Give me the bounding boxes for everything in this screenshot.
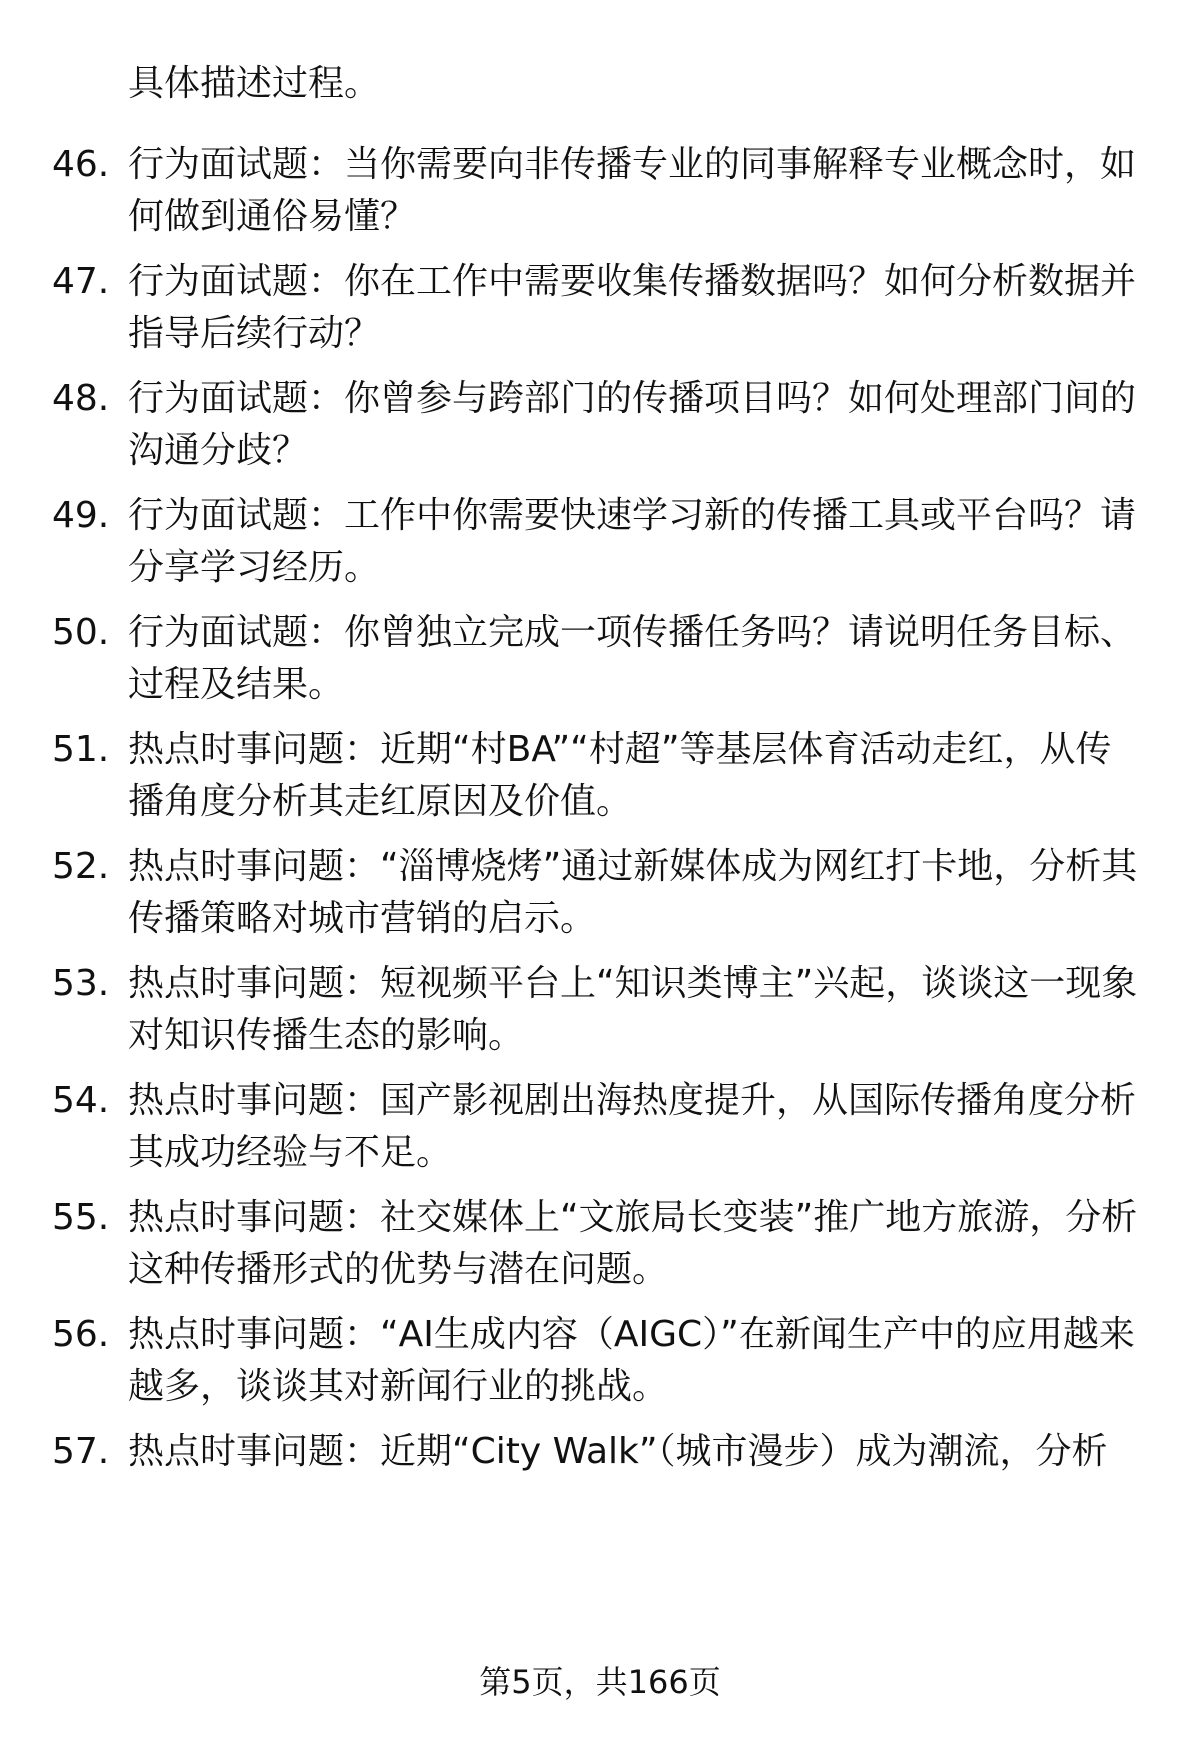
page-footer: 第5页，共166页 [479,1663,721,1701]
question-text: 热点时事问题：短视频平台上“知识类博主”兴起，谈谈这一现象对知识传播生态的影响。 [128,963,1138,1056]
question-item [0,1426,1200,1543]
question-text: 热点时事问题：“淄博烧烤”通过新媒体成为网红打卡地，分析其传播策略对城市营销的启示。 [128,846,1138,939]
question-text: 热点时事问题：社交媒体上“文旅局长变装”推广地方旅游，分析这种传播形式的优势与潜在问题。 [128,1197,1138,1290]
question-number: 55. [52,1197,110,1238]
question-number: 48. [52,378,110,419]
question-number: 54. [52,1080,110,1121]
question-text: 热点时事问题：“AI生成内容（AIGC）”在新闻生产中的应用越来越多，谈谈其对新闻行业的挑战。 [128,1314,1135,1407]
question-text: 行为面试题：工作中你需要快速学习新的传播工具或平台吗？请分享学习经历。 [128,495,1137,588]
question-item [0,1309,1200,1426]
question-item [0,1192,1200,1309]
question-text: 热点时事问题：国产影视剧出海热度提升，从国际传播角度分析其成功经验与不足。 [128,1080,1137,1173]
question-item [0,490,1200,607]
question-item [0,139,1200,256]
question-number: 52. [52,846,110,887]
question-number: 46. [52,144,110,185]
question-item [0,256,1200,373]
question-item [0,958,1200,1075]
question-number: 47. [52,261,110,302]
question-number: 51. [52,729,110,770]
question-number: 49. [52,495,110,536]
question-number: 56. [52,1314,110,1355]
question-item [0,841,1200,958]
question-number: 53. [52,963,110,1004]
question-number: 57. [52,1431,110,1472]
continued-paragraph: 具体描述过程。 [128,63,381,104]
question-text: 热点时事问题：近期“村BA”“村超”等基层体育活动走红，从传播角度分析其走红原因及价值。 [128,729,1112,822]
question-number: 50. [52,612,110,653]
question-text: 热点时事问题：近期“City Walk”（城市漫步）成为潮流，分析 [128,1431,1108,1472]
question-list [0,139,1200,1543]
question-text: 行为面试题：当你需要向非传播专业的同事解释专业概念时，如何做到通俗易懂？ [128,144,1137,237]
question-text: 行为面试题：你曾参与跨部门的传播项目吗？如何处理部门间的沟通分歧？ [128,378,1137,471]
question-item [0,373,1200,490]
question-item [0,1075,1200,1192]
question-item [0,724,1200,841]
question-item [0,607,1200,724]
question-text: 行为面试题：你曾独立完成一项传播任务吗？请说明任务目标、过程及结果。 [128,612,1137,705]
question-text: 行为面试题：你在工作中需要收集传播数据吗？如何分析数据并指导后续行动？ [128,261,1137,354]
